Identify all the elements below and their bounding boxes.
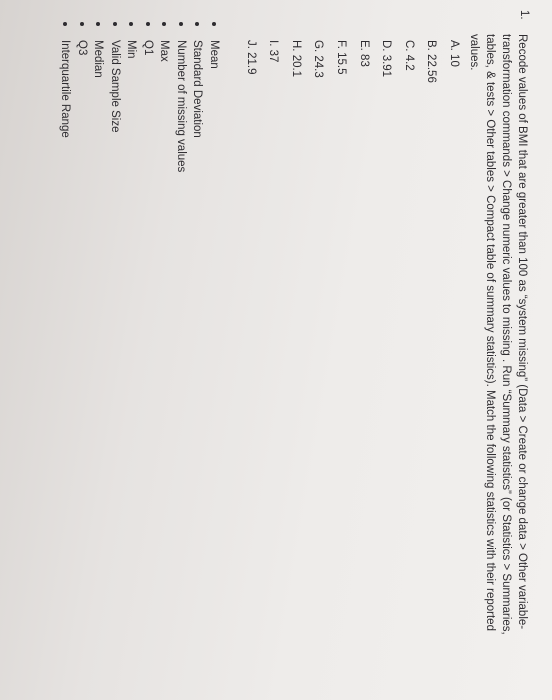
choice-d: D. 3.91: [380, 40, 393, 78]
statistic-item: [90, 22, 107, 172]
choice-c: C. 4.2: [402, 40, 415, 71]
bullet-icon: [97, 22, 101, 26]
statistic-item: [123, 22, 140, 172]
statistic-label: Q1: [142, 40, 154, 56]
choice-i: I. 37: [267, 40, 280, 63]
statistic-item: [74, 22, 91, 172]
statistic-item: [57, 22, 74, 172]
bullet-icon: [64, 22, 68, 26]
statistic-item: [206, 22, 223, 172]
choice-a: A. 10: [448, 40, 460, 67]
statistic-label: Number of missing values: [175, 40, 187, 173]
bullet-icon: [130, 22, 134, 26]
bullet-icon: [80, 22, 84, 26]
bullet-icon: [146, 22, 150, 26]
choice-f: F. 15.5: [335, 40, 348, 75]
statistic-label: Mean: [208, 40, 220, 69]
choice-h: H. 20.1: [289, 40, 302, 78]
statistic-label: Q3: [76, 40, 88, 56]
choice-b: B. 22.56: [425, 40, 438, 83]
statistic-item: [189, 22, 206, 172]
choice-e: E. 83: [357, 40, 370, 67]
bullet-icon: [163, 22, 167, 26]
statistic-label: Max: [158, 40, 171, 62]
choice-g: G. 24.3: [312, 40, 325, 78]
bullet-icon: [196, 22, 200, 26]
question-number: 1.: [518, 10, 530, 20]
statistic-item: [140, 22, 157, 172]
bullet-icon: [113, 22, 117, 26]
statistic-label: Valid Sample Size: [109, 40, 121, 133]
statistic-item: [107, 22, 124, 172]
answer-choices: [236, 40, 462, 83]
question-text: Recode values of BMI that are greater than 100 as “system missing” (Data > Create or change data > Other variable-transformation commands > Change numeric values to missing . Run “Summary statistics” (or Statistics > Summaries, tables, & tests > Other tables > Compact table of summary statistics). Match the following statistics with their reported values.: [468, 34, 528, 635]
statistic-label: Standard Deviation: [191, 40, 204, 138]
statistic-label: Interquartile Range: [59, 40, 72, 138]
choice-j: J. 21.9: [244, 40, 257, 75]
statistic-label: Median: [92, 40, 105, 78]
bullet-icon: [212, 22, 216, 26]
statistics-list: [57, 22, 222, 172]
bullet-icon: [179, 22, 183, 26]
statistic-item: [173, 22, 190, 172]
statistic-item: [156, 22, 173, 172]
statistic-label: Min: [125, 40, 138, 59]
